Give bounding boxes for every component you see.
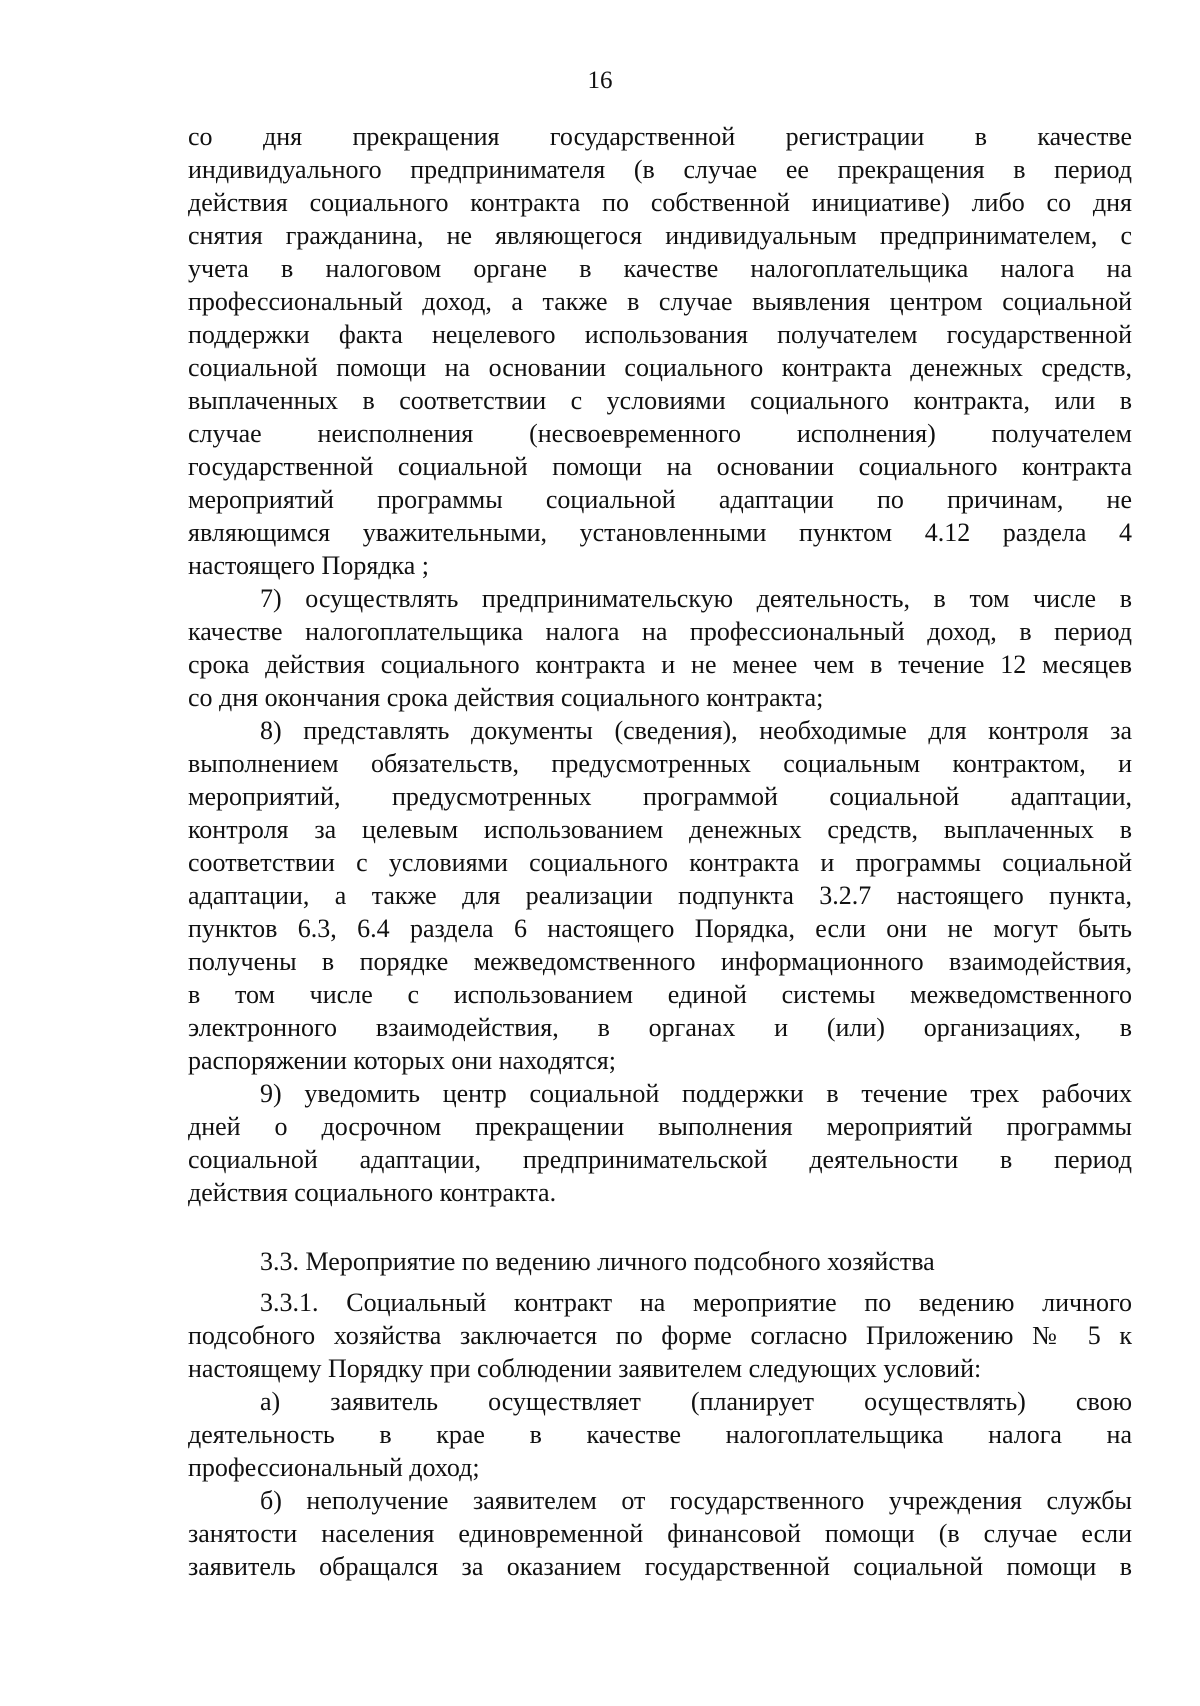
section-heading (188, 1245, 1132, 1278)
list-item-b (188, 1484, 1132, 1583)
text-line: занятости населения единовременной финансовой помощи (в случае если (188, 1519, 1132, 1548)
text-line: 3.3.1. Социальный контракт на мероприятие по ведению личного (260, 1288, 1132, 1317)
text-line: настоящего Порядка ; (188, 551, 430, 580)
text-line: адаптации, а также для реализации подпункта 3.2.7 настоящего пункта, (188, 881, 1132, 910)
text-line: со дня прекращения государственной регистрации в качестве (188, 122, 1132, 151)
text-line: со дня окончания срока действия социального контракта; (188, 683, 824, 712)
text-line: электронного взаимодействия, в органах и (или) организациях, в (188, 1013, 1132, 1042)
text-line: учета в налоговом органе в качестве налогоплательщика налога на (188, 254, 1132, 283)
text-line: профессиональный доход, а также в случае выявления центром социальной (188, 287, 1132, 316)
clause-3-3-1 (188, 1286, 1132, 1385)
text-line: заявитель обращался за оказанием государственной социальной помощи в (188, 1552, 1132, 1581)
text-line: дней о досрочном прекращении выполнения мероприятий программы (188, 1112, 1132, 1141)
text-line: профессиональный доход; (188, 1453, 480, 1482)
text-line: настоящему Порядку при соблюдении заявителем следующих условий: (188, 1354, 982, 1383)
document-body (188, 120, 1132, 1583)
text-line: подсобного хозяйства заключается по форме согласно Приложению № 5 к (188, 1321, 1132, 1350)
text-line: б) неполучение заявителем от государственного учреждения службы (260, 1486, 1132, 1515)
text-line: случае неисполнения (несвоевременного исполнения) получателем (188, 419, 1132, 448)
page-number: 16 (587, 67, 613, 94)
text-line: срока действия социального контракта и не менее чем в течение 12 месяцев (188, 650, 1132, 679)
text-line: выплаченных в соответствии с условиями социального контракта, или в (188, 386, 1132, 415)
text-line: получены в порядке межведомственного информационного взаимодействия, (188, 947, 1132, 976)
text-line: 8) представлять документы (сведения), необходимые для контроля за (260, 716, 1132, 745)
list-item-9 (188, 1077, 1132, 1209)
text-line: мероприятий программы социальной адаптации по причинам, не (188, 485, 1132, 514)
text-line: являющимся уважительными, установленными пунктом 4.12 раздела 4 (188, 518, 1132, 547)
section-heading-text: 3.3. Мероприятие по ведению личного подсобного хозяйства (260, 1247, 935, 1276)
text-line: 9) уведомить центр социальной поддержки в течение трех рабочих (260, 1079, 1132, 1108)
text-line: социальной адаптации, предпринимательской деятельности в период (188, 1145, 1132, 1174)
text-line: пунктов 6.3, 6.4 раздела 6 настоящего Порядка, если они не могут быть (188, 914, 1132, 943)
text-line: социальной помощи на основании социального контракта денежных средств, (188, 353, 1132, 382)
text-line: 7) осуществлять предпринимательскую деятельность, в том числе в (260, 584, 1132, 613)
text-line: в том числе с использованием единой системы межведомственного (188, 980, 1132, 1009)
list-item-8 (188, 714, 1132, 1077)
paragraph-continuation (188, 120, 1132, 582)
text-line: деятельность в крае в качестве налогоплательщика налога на (188, 1420, 1132, 1449)
text-line: снятия гражданина, не являющегося индивидуальным предпринимателем, с (188, 221, 1132, 250)
text-line: мероприятий, предусмотренных программой социальной адаптации, (188, 782, 1132, 811)
text-line: выполнением обязательств, предусмотренных социальным контрактом, и (188, 749, 1132, 778)
text-line: а) заявитель осуществляет (планирует осуществлять) свою (260, 1387, 1132, 1416)
text-line: поддержки факта нецелевого использования получателем государственной (188, 320, 1132, 349)
text-line: распоряжении которых они находятся; (188, 1046, 616, 1075)
text-line: качестве налогоплательщика налога на профессиональный доход, в период (188, 617, 1132, 646)
text-line: действия социального контракта по собственной инициативе) либо со дня (188, 188, 1132, 217)
text-line: действия социального контракта. (188, 1178, 557, 1207)
text-line: государственной социальной помощи на основании социального контракта (188, 452, 1132, 481)
list-item-a (188, 1385, 1132, 1484)
list-item-7 (188, 582, 1132, 714)
heading-gap (188, 1278, 1132, 1286)
text-line: контроля за целевым использованием денежных средств, выплаченных в (188, 815, 1132, 844)
text-line: индивидуального предпринимателя (в случае ее прекращения в период (188, 155, 1132, 184)
text-line: соответствии с условиями социального контракта и программы социальной (188, 848, 1132, 877)
paragraph-gap (188, 1209, 1132, 1245)
